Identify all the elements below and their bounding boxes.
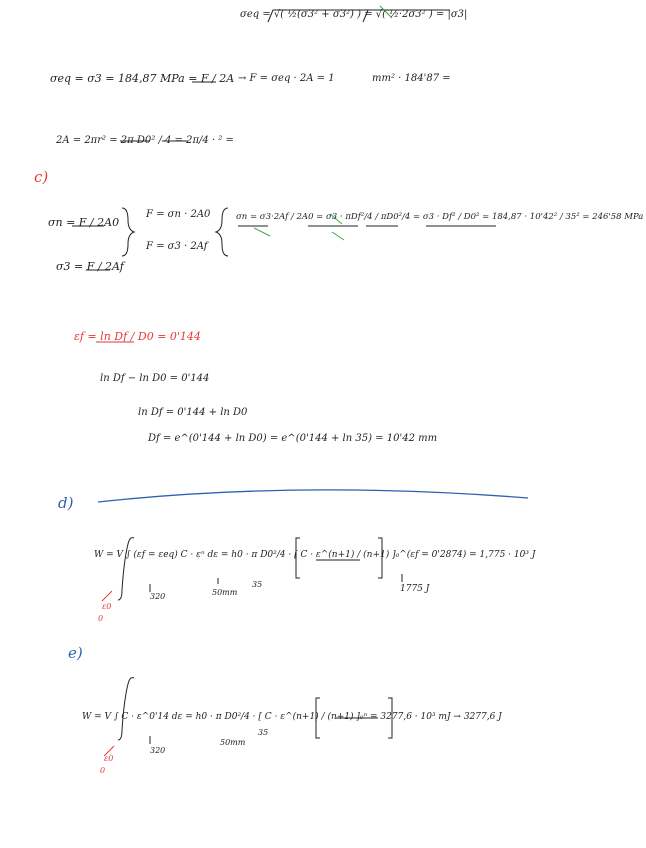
mm-note: mm² · 184'87 = [372, 73, 451, 84]
sigma-eq-line: σeq = σ3 = 184,87 MPa = F / 2A [50, 72, 235, 85]
sigma-3-fraction: σ3 = F / 2Af [56, 260, 124, 273]
h0-value-e: 50mm [220, 738, 246, 747]
section-d-label: d) [58, 494, 74, 512]
sigma-n-fraction: σn = F / 2A0 [48, 216, 120, 229]
ln-step-2: ln Df = 0'144 + ln D0 [138, 407, 248, 418]
h0-value-d: 50mm [212, 588, 238, 597]
true-strain: εf = ln Df / D0 = 0'144 [74, 330, 201, 343]
c-value-e: 320 [150, 746, 166, 755]
work-integral-d: W = V ∫ (εf = εeq) C · εⁿ dε = h0 · π D0²/4 · [ C · ε^(n+1) / (n+1) ]₀^(εf = 0'2874) = 1,775 · 10³ J [94, 550, 536, 560]
ln-step-3: Df = e^(0'144 + ln D0) = e^(0'144 + ln 35) = 10'42 mm [148, 433, 438, 444]
top-equation: σeq = √( ½(σ3² + σ3²) ) = √( ½·2σ3² ) = |σ3| [240, 9, 468, 20]
section-e-label: e) [68, 644, 83, 662]
d0-value-e: 35 [258, 728, 269, 737]
work-integral-e: W = V ∫ C · ε^0'14 dε = h0 · π D0²/4 · [ C · ε^(n+1) / (n+1) ]₀ⁿ = 3277,6 · 10³ mJ → 3277,6 J [82, 712, 502, 722]
eps0-d: ε0 [102, 602, 112, 611]
d0-value-d: 35 [252, 580, 263, 589]
ln-step-1: ln Df − ln D0 = 0'144 [100, 373, 210, 384]
c-value-d: 320 [150, 592, 166, 601]
stress-chain: σn = σ3·2Af / 2A0 = σ3 · πDf²/4 / πD0²/4 = σ3 · Df² / D0² = 184,87 · 10'42² / 35² = 246'58 MPa [236, 212, 644, 222]
force-eq-2: F = σ3 · 2Af [146, 241, 208, 252]
force-line: → F = σeq · 2A = 1 [238, 73, 335, 84]
work-result-d: 1775 J [400, 584, 430, 594]
force-eq-1: F = σn · 2A0 [146, 209, 211, 220]
section-c-label: c) [34, 168, 49, 186]
zero-d: 0 [98, 614, 104, 623]
eps0-e: ε0 [104, 754, 114, 763]
zero-e: 0 [100, 766, 106, 775]
area-line: 2A = 2πr² = 2π D0² / 4 = 2π/4 · ² = [56, 135, 234, 146]
